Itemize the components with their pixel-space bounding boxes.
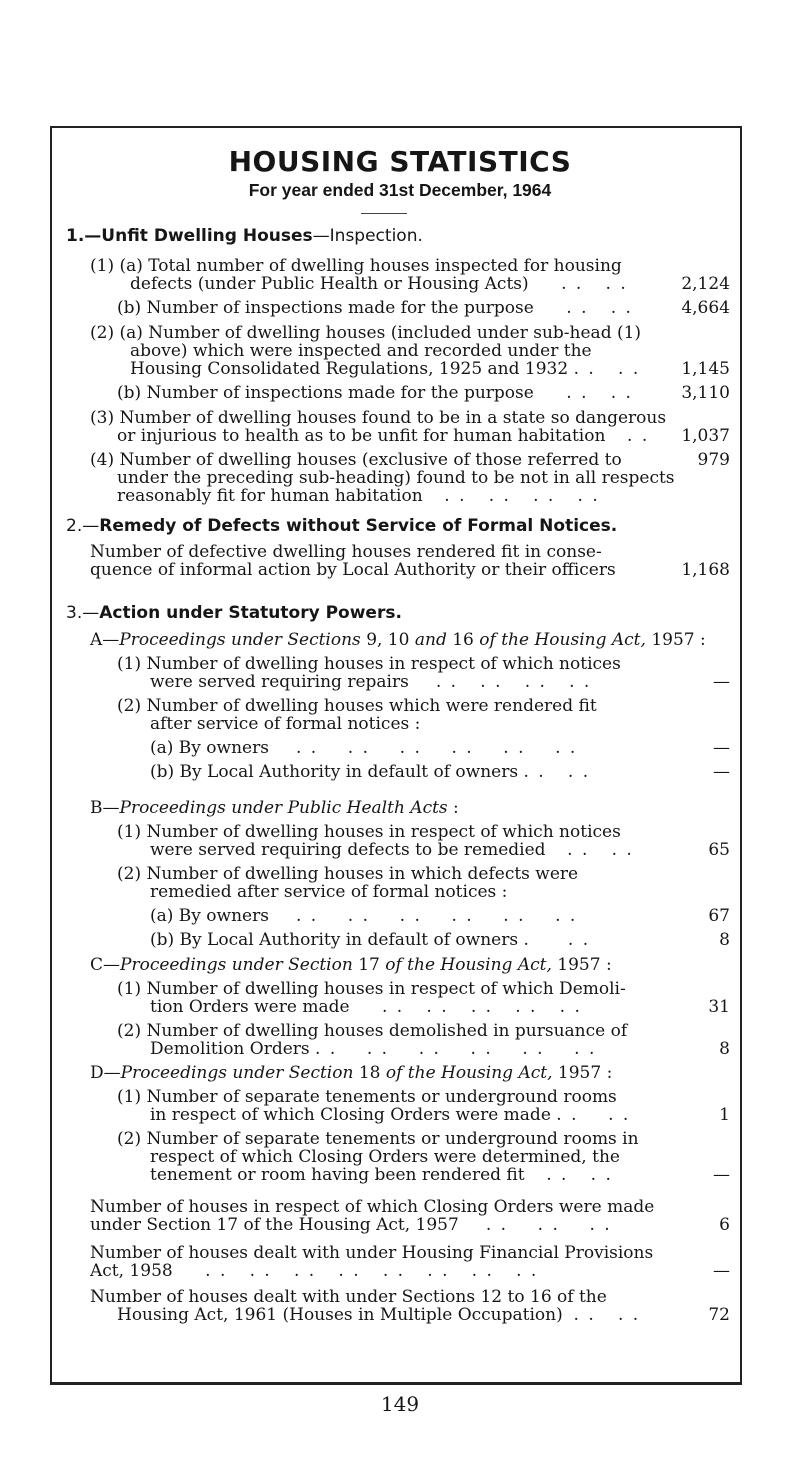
s1-item-2a-line2: above) which were inspected and recorded under the bbox=[130, 341, 592, 361]
s3-E2-line2: Act, 1958 . . . . . . . . . . . . . . . . bbox=[90, 1261, 539, 1281]
s3-C1-value: 31 bbox=[708, 997, 730, 1017]
title-rule bbox=[361, 213, 407, 214]
page-number: 149 bbox=[380, 1392, 420, 1416]
s3-B2b: (b) By Local Authority in default of owners . . . bbox=[150, 930, 591, 950]
s3-D1-line2: in respect of which Closing Orders were made . . . . bbox=[150, 1105, 631, 1125]
section-3-heading: 3.—Action under Statutory Powers. bbox=[66, 603, 402, 623]
s3-B1-value: 65 bbox=[708, 840, 730, 860]
s3-A2b: (b) By Local Authority in default of owners . . . . bbox=[150, 762, 591, 782]
s3-C1-line2: tion Orders were made . . . . . . . . . . bbox=[150, 997, 582, 1017]
s3-A1-line1: (1) Number of dwelling houses in respect of which notices bbox=[117, 654, 621, 674]
section-1-heading: 1.—Unfit Dwelling Houses—Inspection. bbox=[66, 226, 423, 246]
s3-C2-line1: (2) Number of dwelling houses demolished in pursuance of bbox=[117, 1021, 628, 1041]
s3-B1-line1: (1) Number of dwelling houses in respect of which notices bbox=[117, 822, 621, 842]
s1-item-4-line3: reasonably fit for human habitation . . . . . . . . bbox=[117, 486, 600, 506]
s1-item-3-line2: or injurious to health as to be unfit for human habitation . . bbox=[117, 426, 650, 446]
s3-E1-line2: under Section 17 of the Housing Act, 1957 . . . . . . bbox=[90, 1215, 612, 1235]
s2-line1: Number of defective dwelling houses rendered fit in conse- bbox=[90, 542, 602, 562]
s3-D2-line1: (2) Number of separate tenements or underground rooms in bbox=[117, 1129, 639, 1149]
s1-item-4-line2: under the preceding sub-heading) found to be not in all respects bbox=[117, 468, 675, 488]
s3-A2-line2: after service of formal notices : bbox=[150, 714, 421, 734]
s3-A2b-value: — bbox=[713, 762, 730, 782]
s1-item-1b: (b) Number of inspections made for the purpose . . . . bbox=[117, 298, 633, 318]
s3-A2a: (a) By owners . . . . . . . . . . . . bbox=[150, 738, 578, 758]
s3-A2a-value: — bbox=[713, 738, 730, 758]
page-subtitle: For year ended 31st December, 1964 bbox=[248, 180, 552, 200]
s3-A1-line2: were served requiring repairs . . . . . . . . bbox=[150, 672, 592, 692]
s2-line2: quence of informal action by Local Authority or their officers bbox=[90, 560, 616, 580]
s3-D2-value: — bbox=[713, 1165, 730, 1185]
s3-E3-value: 72 bbox=[708, 1305, 730, 1325]
page-title: HOUSING STATISTICS bbox=[228, 145, 572, 178]
s3-D1-value: 1 bbox=[719, 1105, 730, 1125]
s3-A2-line1: (2) Number of dwelling houses which were rendered fit bbox=[117, 696, 597, 716]
s3-E2-line1: Number of houses dealt with under Housing Financial Provisions bbox=[90, 1243, 654, 1263]
s3-D2-line2: respect of which Closing Orders were determined, the bbox=[150, 1147, 620, 1167]
s1-item-1a-line1: (1) (a) Total number of dwelling houses inspected for housing bbox=[90, 256, 622, 276]
s1-item-1a-line2: defects (under Public Health or Housing Acts) . . . . bbox=[130, 274, 628, 294]
s1-item-3-line1: (3) Number of dwelling houses found to be in a state so dangerous bbox=[90, 408, 667, 428]
s3-D1-line1: (1) Number of separate tenements or underground rooms bbox=[117, 1087, 617, 1107]
s1-item-4-line1: (4) Number of dwelling houses (exclusive of those referred to bbox=[90, 450, 622, 470]
s3-E1-line1: Number of houses in respect of which Closing Orders were made bbox=[90, 1197, 655, 1217]
s3-B2-line2: remedied after service of formal notices : bbox=[150, 882, 508, 902]
section-2-heading: 2.—Remedy of Defects without Service of Formal Notices. bbox=[66, 516, 618, 536]
s3-C2-line2: Demolition Orders . . . . . . . . . . . . bbox=[150, 1039, 597, 1059]
s1-value-3: 1,145 bbox=[681, 359, 730, 379]
s3-E1-value: 6 bbox=[719, 1215, 730, 1235]
s3-C1-line1: (1) Number of dwelling houses in respect of which Demoli- bbox=[117, 979, 626, 999]
s3-B2a-value: 67 bbox=[708, 906, 730, 926]
s3-E2-value: — bbox=[713, 1261, 730, 1281]
s1-item-2b: (b) Number of inspections made for the purpose . . . . bbox=[117, 383, 633, 403]
s3-B2-line1: (2) Number of dwelling houses in which defects were bbox=[117, 864, 579, 884]
s3-B2b-value: 8 bbox=[719, 930, 730, 950]
s1-value-5: 1,037 bbox=[681, 426, 730, 446]
s3-A1-value: — bbox=[713, 672, 730, 692]
s1-item-2a-line1: (2) (a) Number of dwelling houses (included under sub-head (1) bbox=[90, 323, 642, 343]
s3-B2a: (a) By owners . . . . . . . . . . . . bbox=[150, 906, 578, 926]
s3-A-heading: A—Proceedings under Sections 9, 10 and 16 of the Housing Act, 1957 : bbox=[90, 630, 706, 650]
s1-value-4: 3,110 bbox=[681, 383, 730, 403]
s1-value-6: 979 bbox=[697, 450, 730, 470]
s3-E3-line1: Number of houses dealt with under Sections 12 to 16 of the bbox=[90, 1287, 607, 1307]
s1-item-2a-line3: Housing Consolidated Regulations, 1925 and 1932 . . . . bbox=[130, 359, 641, 379]
s2-value-1: 1,168 bbox=[681, 560, 730, 580]
s3-B1-line2: were served requiring defects to be remedied . . . . bbox=[150, 840, 634, 860]
s1-value-1: 2,124 bbox=[681, 274, 730, 294]
s3-D-heading: D—Proceedings under Section 18 of the Housing Act, 1957 : bbox=[90, 1063, 613, 1083]
s3-C2-value: 8 bbox=[719, 1039, 730, 1059]
s1-value-2: 4,664 bbox=[681, 298, 730, 318]
s3-C-heading: C—Proceedings under Section 17 of the Housing Act, 1957 : bbox=[90, 955, 612, 975]
s3-B-heading: B—Proceedings under Public Health Acts : bbox=[90, 798, 459, 818]
s3-E3-line2: Housing Act, 1961 (Houses in Multiple Occupation) . . . . bbox=[117, 1305, 641, 1325]
s3-D2-line3: tenement or room having been rendered fit . . . . bbox=[150, 1165, 613, 1185]
